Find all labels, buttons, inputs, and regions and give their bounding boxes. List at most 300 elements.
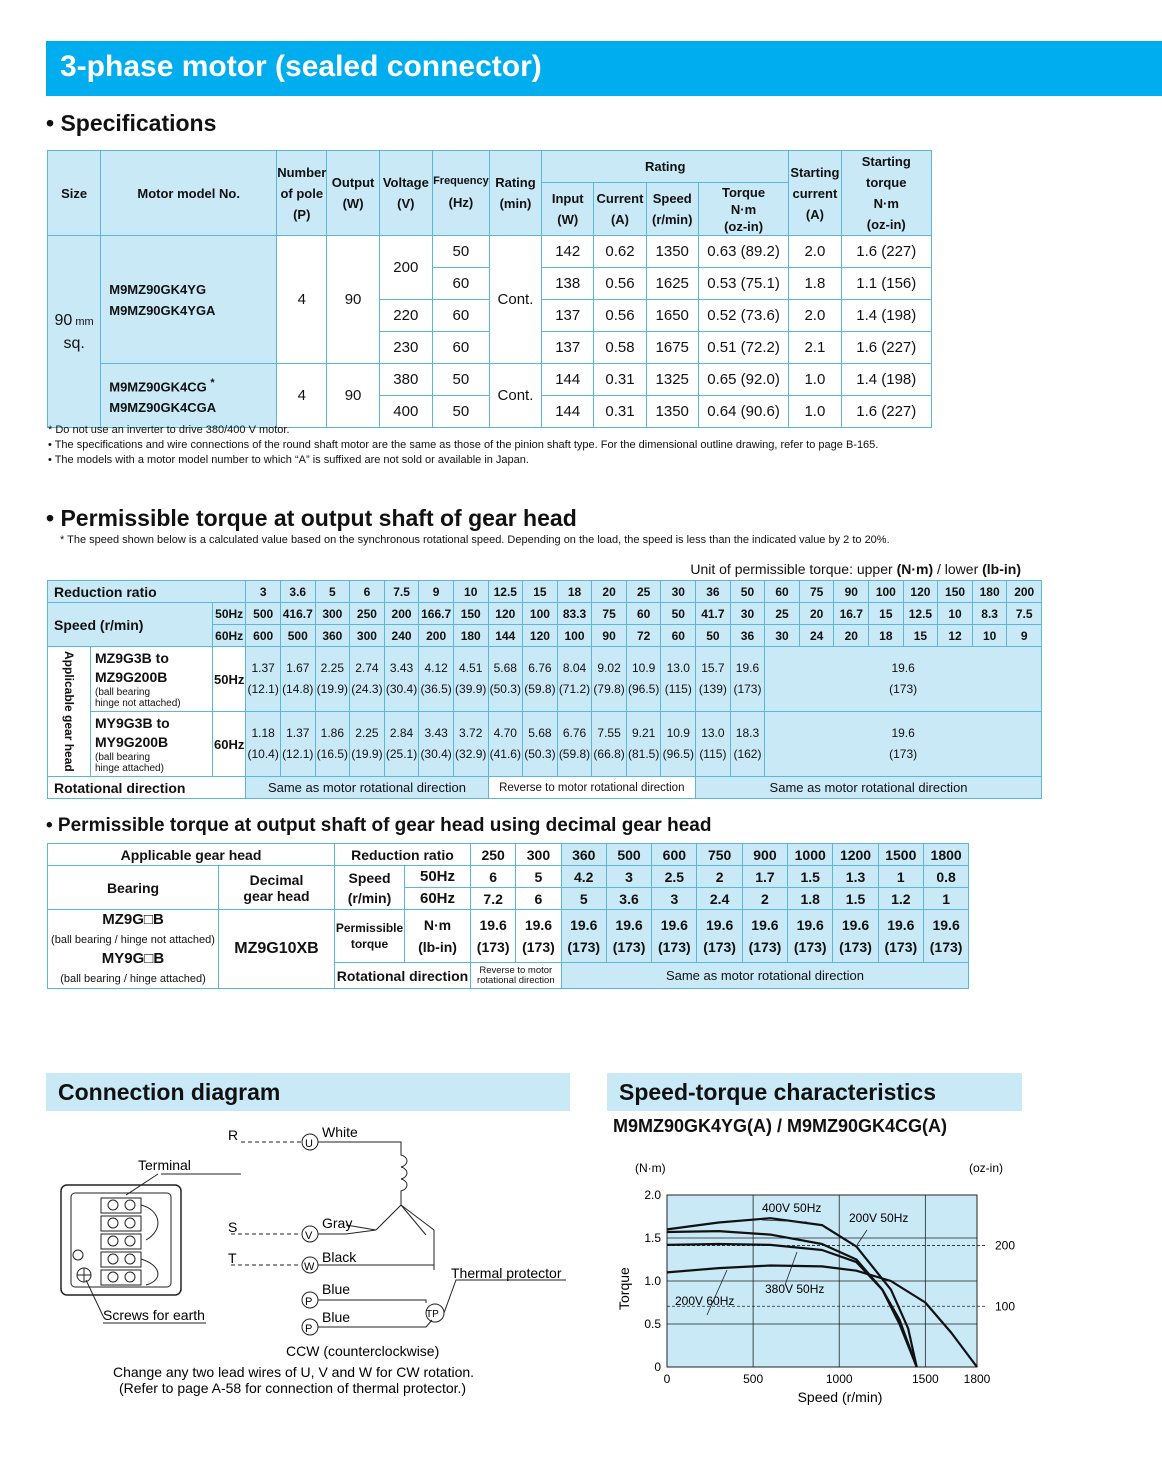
torque-cell: 19.6 (173) <box>730 647 765 712</box>
speed50-cell: 166.7 <box>419 603 454 625</box>
speed-cell: 1675 <box>646 332 698 364</box>
blue1-label: Blue <box>322 1281 351 1297</box>
torque-cell: 1.37 (12.1) <box>246 647 281 712</box>
speed50-cell: 12.5 <box>903 603 938 625</box>
dec-torque-cell: 19.6 (173) <box>606 910 651 963</box>
dec-torque-cell: 19.6 (173) <box>788 910 833 963</box>
pole-cell: 4 <box>277 364 327 428</box>
speed50-cell: 100 <box>523 603 558 625</box>
dec-speed50-cell: 1.7 <box>742 866 787 888</box>
speed50-cell: 10 <box>938 603 973 625</box>
start-current-cell: 1.8 <box>789 268 841 300</box>
terminal-label: Terminal <box>138 1157 191 1173</box>
dec-ratio-cell: 1500 <box>878 844 923 866</box>
speed60-cell: 24 <box>799 625 834 647</box>
ccw-label: CCW (counterclockwise) <box>286 1343 440 1359</box>
torque-cell: 1.37 (12.1) <box>280 712 315 777</box>
speed60-cell: 15 <box>903 625 938 647</box>
freq-cell: 60 <box>432 268 489 300</box>
ratio-cell: 120 <box>903 581 938 603</box>
input-header: Input (W) <box>542 183 594 236</box>
terminal-block <box>61 1185 181 1295</box>
dec-ratio-cell: 900 <box>742 844 787 866</box>
chart-model-title: M9MZ90GK4YG(A) / M9MZ90GK4CG(A) <box>613 1116 948 1136</box>
dec-torque-cell: 19.6 (173) <box>697 910 742 963</box>
ratio-cell: 150 <box>938 581 973 603</box>
torque-cell: 0.63 (89.2) <box>698 236 788 268</box>
dec-speed60-cell: 5 <box>561 888 606 910</box>
input-cell: 137 <box>542 300 594 332</box>
speed50-cell: 15 <box>869 603 904 625</box>
p-label-1: P <box>305 1296 313 1308</box>
speed60-cell: 12 <box>938 625 973 647</box>
speed50-cell: 200 <box>384 603 419 625</box>
torque-cell: 6.76 (59.8) <box>523 647 558 712</box>
speed60-cell: 30 <box>765 625 800 647</box>
note: • The models with a motor model number to which “A” is suffixed are not sold or available in Japan. <box>48 454 529 466</box>
applicable-side-label: Applicable gear head <box>48 647 91 777</box>
applicable-label: Applicable gear head <box>48 844 335 866</box>
speed60-cell: 120 <box>523 625 558 647</box>
ratio-cell: 12.5 <box>488 581 523 603</box>
y-tick-label: 1.5 <box>644 1231 661 1245</box>
ratio-cell: 9 <box>419 581 454 603</box>
dec-speed50-cell: 1 <box>878 866 923 888</box>
speed60-cell: 360 <box>315 625 350 647</box>
torque-cell: 3.43 (30.4) <box>419 712 454 777</box>
hz50-label: 50Hz <box>213 603 246 625</box>
speed60-cell: 200 <box>419 625 454 647</box>
decimal-gh-label: Decimal gear head <box>219 866 335 910</box>
dec-speed60-cell: 2.4 <box>697 888 742 910</box>
dec-torque-cell: 19.6 (173) <box>516 910 561 963</box>
torque-cell: 2.25 (19.9) <box>350 712 385 777</box>
current-cell: 0.56 <box>594 268 646 300</box>
s-label: S <box>228 1219 238 1235</box>
dec-ratio-cell: 300 <box>516 844 561 866</box>
dec-speed60-cell: 2 <box>742 888 787 910</box>
dec-rotation-reverse: Reverse to motor rotational direction <box>471 963 562 989</box>
voltage-cell: 230 <box>379 332 432 364</box>
current-cell: 0.58 <box>594 332 646 364</box>
dec-speed50-cell: 4.2 <box>561 866 606 888</box>
y-axis-label: Torque <box>616 1267 632 1310</box>
ratio-cell: 90 <box>834 581 869 603</box>
dec-speed50-cell: 2 <box>697 866 742 888</box>
x-tick-label: 1000 <box>825 1372 853 1386</box>
torque-cell: 1.18 (10.4) <box>246 712 281 777</box>
speed50-cell: 250 <box>350 603 385 625</box>
torque-cell: 4.51 (39.9) <box>453 647 488 712</box>
rotation-reverse: Reverse to motor rotational direction <box>488 777 696 799</box>
speed60-cell: 180 <box>453 625 488 647</box>
speed-cell: 1325 <box>646 364 698 396</box>
ratio-cell: 10 <box>453 581 488 603</box>
current-cell: 0.31 <box>594 364 646 396</box>
speed50-cell: 7.5 <box>1007 603 1042 625</box>
torque-cell: 4.12 (36.5) <box>419 647 454 712</box>
dec-speed50-cell: 0.8 <box>923 866 968 888</box>
torque-cell: 8.04 (71.2) <box>557 647 592 712</box>
series-label: 200V 50Hz <box>849 1211 909 1225</box>
speed60-cell: 20 <box>834 625 869 647</box>
speed60-cell: 72 <box>626 625 661 647</box>
rating-cell: Cont. <box>489 364 541 428</box>
gear-head-model: MY9G3B to MY9G200B (ball bearing hinge attached) <box>91 712 213 777</box>
reduction-label: Reduction ratio <box>48 581 246 603</box>
dec-torque-cell: 19.6 (173) <box>878 910 923 963</box>
dec-speed60-cell: 1 <box>923 888 968 910</box>
torque-cell: 6.76 (59.8) <box>557 712 592 777</box>
cw-note: Change any two lead wires of U, V and W for CW rotation. <box>113 1364 475 1380</box>
frequency-header: Frequency (Hz) <box>432 151 489 236</box>
thermal-label: Thermal protector <box>451 1265 562 1281</box>
speed-cell: 1650 <box>646 300 698 332</box>
speed50-cell: 16.7 <box>834 603 869 625</box>
output-cell: 90 <box>327 364 379 428</box>
freq-cell: 60 <box>432 300 489 332</box>
dec-speed50-cell: 6 <box>471 866 516 888</box>
ratio-cell: 5 <box>315 581 350 603</box>
ratio-cell: 75 <box>799 581 834 603</box>
torque-note: * The speed shown below is a calculated value based on the synchronous rotational speed. Depending on the load, the speed is less than the indicated value by 2 to 20%. <box>60 534 890 546</box>
note: * Do not use an inverter to drive 380/400 V motor. <box>48 424 290 436</box>
speed-label: Speed (r/min) <box>48 603 213 647</box>
speed50-cell: 500 <box>246 603 281 625</box>
dec-ratio-cell: 250 <box>471 844 516 866</box>
torque-cell: 15.7 (139) <box>696 647 731 712</box>
dec-speed50-cell: 1.3 <box>833 866 878 888</box>
speed60-cell: 240 <box>384 625 419 647</box>
pole-header: Number of pole (P) <box>277 151 327 236</box>
tp-label: TP <box>426 1309 439 1320</box>
ratio-cell: 20 <box>592 581 627 603</box>
input-cell: 138 <box>542 268 594 300</box>
speed60-cell: 144 <box>488 625 523 647</box>
specifications-table <box>47 150 932 428</box>
dec-ratio-cell: 500 <box>606 844 651 866</box>
voltage-cell: 400 <box>379 396 432 428</box>
speed60-cell: 60 <box>661 625 696 647</box>
hz60-label: 60Hz <box>213 625 246 647</box>
size-header: Size <box>48 151 101 236</box>
speed50-cell: 41.7 <box>696 603 731 625</box>
y2-tick-label: 100 <box>995 1299 1016 1314</box>
dec-rotation-same: Same as motor rotational direction <box>561 963 969 989</box>
starting-torque-header: Starting torque N·m (oz-in) <box>841 151 931 236</box>
size-cell: 90 mm sq. <box>48 236 101 428</box>
ratio-cell: 180 <box>972 581 1007 603</box>
rating-group-header: Rating <box>542 151 789 183</box>
dec-ratio-cell: 1200 <box>833 844 878 866</box>
torque-unit: Unit of permissible torque: upper (N·m) / lower (lb-in) <box>690 561 1021 577</box>
torque-cell: 2.84 (25.1) <box>384 712 419 777</box>
torque-cell: 13.0 (115) <box>661 647 696 712</box>
x-tick-label: 0 <box>663 1372 671 1386</box>
start-torque-cell: 1.6 (227) <box>841 332 931 364</box>
output-cell: 90 <box>327 236 379 364</box>
dec-ratio-cell: 360 <box>561 844 606 866</box>
speed50-cell: 83.3 <box>557 603 592 625</box>
torque-cell: 10.9 (96.5) <box>626 647 661 712</box>
voltage-cell: 200 <box>379 236 432 300</box>
ratio-cell: 18 <box>557 581 592 603</box>
start-current-cell: 1.0 <box>789 364 841 396</box>
blue2-label: Blue <box>322 1309 351 1325</box>
dec-speed-label: Speed (r/min) <box>335 866 405 910</box>
dec-rotation-label: Rotational direction <box>335 963 471 989</box>
torque-cell: 9.21 (81.5) <box>626 712 661 777</box>
speed50-cell: 25 <box>765 603 800 625</box>
st-heading: Speed-torque characteristics <box>607 1073 1022 1111</box>
model-header: Motor model No. <box>101 151 277 236</box>
rating-cell: Cont. <box>489 236 541 364</box>
dec-speed60-cell: 1.8 <box>788 888 833 910</box>
torque-cell: 1.67 (14.8) <box>280 647 315 712</box>
dec-torque-cell: 19.6 (173) <box>652 910 697 963</box>
ratio-cell: 30 <box>661 581 696 603</box>
start-torque-cell: 1.6 (227) <box>841 236 931 268</box>
start-current-cell: 1.0 <box>789 396 841 428</box>
current-cell: 0.31 <box>594 396 646 428</box>
decimal-model: MZ9G10XB <box>219 910 335 989</box>
dec-hz50: 50Hz <box>405 866 471 888</box>
permissible-label: Permissible torque <box>335 910 405 963</box>
dec-torque-cell: 19.6 (173) <box>923 910 968 963</box>
dec-speed50-cell: 1.5 <box>788 866 833 888</box>
torque-heading: • Permissible torque at output shaft of gear head <box>46 505 577 531</box>
dec-speed50-cell: 5 <box>516 866 561 888</box>
voltage-header: Voltage (V) <box>379 151 432 236</box>
torque-cell: 3.43 (30.4) <box>384 647 419 712</box>
ratio-cell: 50 <box>730 581 765 603</box>
y-tick-label: 0 <box>654 1360 661 1374</box>
rotation-label: Rotational direction <box>48 777 246 799</box>
dec-torque-cell: 19.6 (173) <box>471 910 516 963</box>
gear-head-model: MZ9G3B to MZ9G200B (ball bearing hinge not attached) <box>91 647 213 712</box>
ratio-cell: 25 <box>626 581 661 603</box>
speed50-cell: 30 <box>730 603 765 625</box>
dec-speed50-cell: 3 <box>606 866 651 888</box>
series-label: 400V 50Hz <box>762 1201 822 1215</box>
speed50-cell: 8.3 <box>972 603 1007 625</box>
speed60-cell: 90 <box>592 625 627 647</box>
input-cell: 144 <box>542 364 594 396</box>
torque-rest-cell: 19.6 (173) <box>765 647 1042 712</box>
speed60-cell: 50 <box>696 625 731 647</box>
dec-torque-cell: 19.6 (173) <box>561 910 606 963</box>
starting-current-header: Starting current (A) <box>789 151 841 236</box>
w-label: W <box>304 1261 315 1273</box>
ratio-cell: 60 <box>765 581 800 603</box>
ratio-cell: 3 <box>246 581 281 603</box>
gear-torque-table <box>47 580 1042 799</box>
start-current-cell: 2.0 <box>789 300 841 332</box>
model-group-1: M9MZ90GK4YG M9MZ90GK4YGA <box>101 236 277 364</box>
decimal-heading: • Permissible torque at output shaft of gear head using decimal gear head <box>46 815 712 836</box>
speed50-cell: 150 <box>453 603 488 625</box>
dec-hz60: 60Hz <box>405 888 471 910</box>
speed60-cell: 36 <box>730 625 765 647</box>
connection-heading: Connection diagram <box>46 1073 570 1111</box>
voltage-cell: 220 <box>379 300 432 332</box>
torque-header: Torque N·m (oz-in) <box>698 183 788 236</box>
x-tick-label: 500 <box>743 1372 764 1386</box>
torque-cell: 0.64 (90.6) <box>698 396 788 428</box>
ratio-cell: 6 <box>350 581 385 603</box>
dec-unit-label: N·m (lb-in) <box>405 910 471 963</box>
speed60-cell: 600 <box>246 625 281 647</box>
speed50-cell: 300 <box>315 603 350 625</box>
speed60-cell: 10 <box>972 625 1007 647</box>
torque-cell: 5.68 (50.3) <box>523 712 558 777</box>
speed50-cell: 50 <box>661 603 696 625</box>
torque-cell: 5.68 (50.3) <box>488 647 523 712</box>
ratio-cell: 100 <box>869 581 904 603</box>
specifications-heading: • Specifications <box>46 110 217 136</box>
freq-cell: 50 <box>432 396 489 428</box>
white-label: White <box>322 1124 358 1140</box>
speed60-cell: 100 <box>557 625 592 647</box>
bearing-label: Bearing <box>48 866 219 910</box>
output-header: Output (W) <box>327 151 379 236</box>
dec-ratio-cell: 1000 <box>788 844 833 866</box>
rotation-same-1: Same as motor rotational direction <box>246 777 488 799</box>
ratio-cell: 200 <box>1007 581 1042 603</box>
start-current-cell: 2.1 <box>789 332 841 364</box>
dec-ratio-cell: 1800 <box>923 844 968 866</box>
dec-ratio-cell: 600 <box>652 844 697 866</box>
torque-cell: 2.25 (19.9) <box>315 647 350 712</box>
series-label: 200V 60Hz <box>675 1294 735 1308</box>
screws-label: Screws for earth <box>103 1307 205 1323</box>
torque-cell: 4.70 (41.6) <box>488 712 523 777</box>
spec-notes <box>48 423 878 468</box>
speed-header: Speed (r/min) <box>646 183 698 236</box>
dec-ratio-cell: 750 <box>697 844 742 866</box>
gray-label: Gray <box>322 1215 353 1231</box>
speed-cell: 1350 <box>646 236 698 268</box>
dec-reduction-label: Reduction ratio <box>335 844 471 866</box>
dec-speed50-cell: 2.5 <box>652 866 697 888</box>
speed50-cell: 416.7 <box>280 603 315 625</box>
black-label: Black <box>322 1249 357 1265</box>
voltage-cell: 380 <box>379 364 432 396</box>
start-current-cell: 2.0 <box>789 236 841 268</box>
current-header: Current (A) <box>594 183 646 236</box>
page-title: 3-phase motor (sealed connector) <box>46 41 1162 96</box>
current-cell: 0.62 <box>594 236 646 268</box>
dec-speed60-cell: 1.5 <box>833 888 878 910</box>
y-tick-label: 2.0 <box>644 1188 661 1202</box>
u-label: U <box>305 1138 313 1150</box>
freq-cell: 50 <box>432 364 489 396</box>
rating-header: Rating (min) <box>489 151 541 236</box>
speed-cell: 1350 <box>646 396 698 428</box>
connection-diagram <box>46 1120 586 1410</box>
speed60-cell: 9 <box>1007 625 1042 647</box>
torque-cell: 10.9 (96.5) <box>661 712 696 777</box>
torque-cell: 3.72 (32.9) <box>453 712 488 777</box>
y-tick-label: 0.5 <box>644 1317 661 1331</box>
torque-cell: 0.51 (72.2) <box>698 332 788 364</box>
current-cell: 0.56 <box>594 300 646 332</box>
speed60-cell: 18 <box>869 625 904 647</box>
hz-label: 60Hz <box>213 712 246 777</box>
dec-speed60-cell: 3.6 <box>606 888 651 910</box>
model-group-2: M9MZ90GK4CG * M9MZ90GK4CGA <box>101 364 277 428</box>
dec-speed60-cell: 7.2 <box>471 888 516 910</box>
speed60-cell: 500 <box>280 625 315 647</box>
hz-label: 50Hz <box>213 647 246 712</box>
input-cell: 137 <box>542 332 594 364</box>
x-tick-label: 1500 <box>911 1372 939 1386</box>
y-tick-label: 1.0 <box>644 1274 661 1288</box>
torque-rest-cell: 19.6 (173) <box>765 712 1042 777</box>
t-label: T <box>228 1250 237 1266</box>
torque-cell: 1.86 (16.5) <box>315 712 350 777</box>
speed-torque-chart <box>607 1150 1037 1410</box>
input-cell: 142 <box>542 236 594 268</box>
r-label: R <box>228 1127 239 1143</box>
start-torque-cell: 1.4 (198) <box>841 364 931 396</box>
speed50-cell: 75 <box>592 603 627 625</box>
series-label: 380V 50Hz <box>765 1282 825 1296</box>
torque-cell: 13.0 (115) <box>696 712 731 777</box>
torque-cell: 2.74 (24.3) <box>350 647 385 712</box>
dec-speed60-cell: 1.2 <box>878 888 923 910</box>
torque-cell: 0.65 (92.0) <box>698 364 788 396</box>
speed60-cell: 300 <box>350 625 385 647</box>
torque-cell: 0.53 (75.1) <box>698 268 788 300</box>
speed50-cell: 20 <box>799 603 834 625</box>
dec-torque-cell: 19.6 (173) <box>833 910 878 963</box>
y-unit-left: (N·m) <box>635 1161 666 1175</box>
speed-cell: 1625 <box>646 268 698 300</box>
dec-speed60-cell: 3 <box>652 888 697 910</box>
start-torque-cell: 1.6 (227) <box>841 396 931 428</box>
torque-cell: 7.55 (66.8) <box>592 712 627 777</box>
rotation-same-2: Same as motor rotational direction <box>696 777 1042 799</box>
dec-speed60-cell: 6 <box>516 888 561 910</box>
torque-cell: 0.52 (73.6) <box>698 300 788 332</box>
input-cell: 144 <box>542 396 594 428</box>
v-label: V <box>305 1230 313 1242</box>
thermal-note: (Refer to page A-58 for connection of thermal protector.) <box>119 1380 467 1396</box>
freq-cell: 60 <box>432 332 489 364</box>
ratio-cell: 36 <box>696 581 731 603</box>
start-torque-cell: 1.4 (198) <box>841 300 931 332</box>
dec-torque-cell: 19.6 (173) <box>742 910 787 963</box>
torque-cell: 9.02 (79.8) <box>592 647 627 712</box>
freq-cell: 50 <box>432 236 489 268</box>
speed50-cell: 60 <box>626 603 661 625</box>
torque-cell: 18.3 (162) <box>730 712 765 777</box>
decimal-gear-table <box>47 843 969 989</box>
pole-cell: 4 <box>277 236 327 364</box>
ratio-cell: 7.5 <box>384 581 419 603</box>
x-tick-label: 1800 <box>963 1372 991 1386</box>
ratio-cell: 15 <box>523 581 558 603</box>
y2-tick-label: 200 <box>995 1238 1016 1253</box>
dec-models: MZ9G□B (ball bearing / hinge not attached) MY9G□B (ball bearing / hinge attached) <box>48 910 219 989</box>
p-label-2: P <box>305 1323 313 1335</box>
speed50-cell: 120 <box>488 603 523 625</box>
note: • The specifications and wire connections of the round shaft motor are the same as those of the pinion shaft type. For the dimensional outline drawing, refer to page B-165. <box>48 439 879 451</box>
x-axis-label: Speed (r/min) <box>797 1389 883 1405</box>
y-unit-right: (oz-in) <box>969 1161 1004 1175</box>
ratio-cell: 3.6 <box>280 581 315 603</box>
